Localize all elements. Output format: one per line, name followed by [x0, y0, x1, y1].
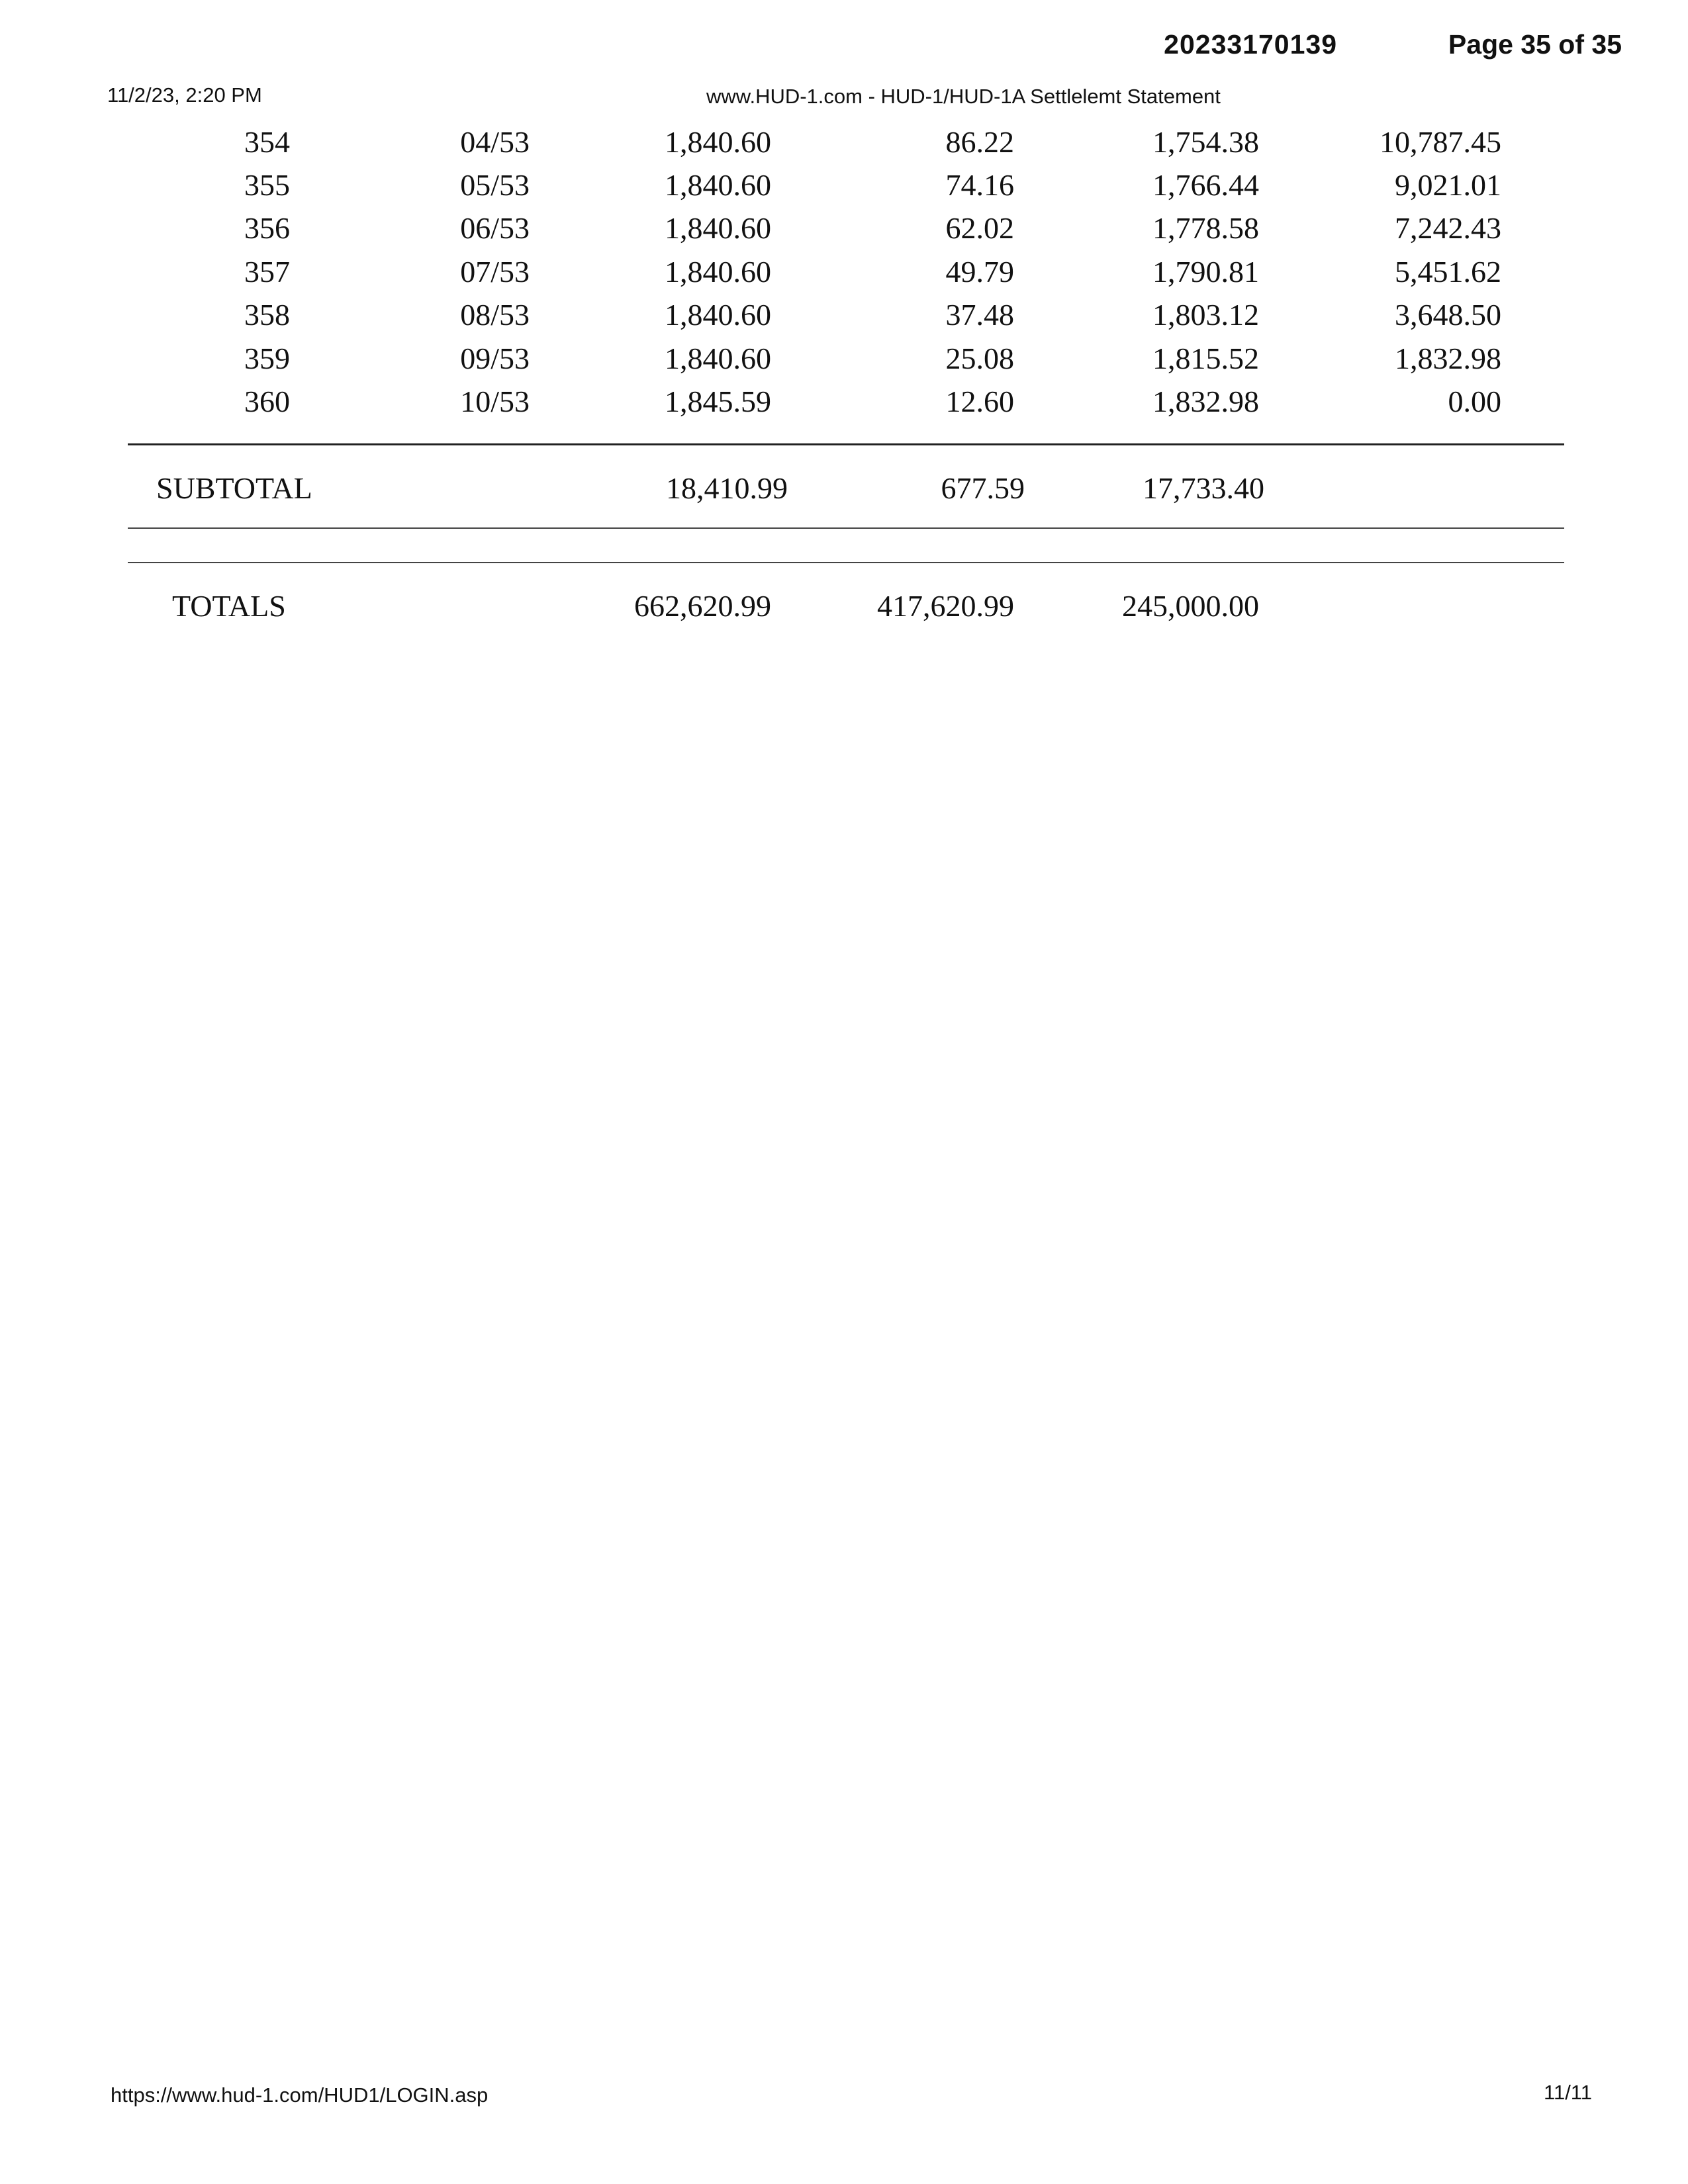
balance-amount: 10,787.45 [1380, 125, 1501, 159]
print-datetime: 11/2/23, 2:20 PM [107, 83, 262, 107]
balance-amount: 9,021.01 [1395, 168, 1501, 202]
subtotal-principal: 17,733.40 [1143, 471, 1264, 505]
balance-amount: 0.00 [1448, 385, 1501, 418]
interest-amount: 62.02 [945, 211, 1014, 245]
interest-amount: 12.60 [945, 385, 1014, 418]
payment-amount: 1,840.60 [665, 341, 771, 375]
principal-amount: 1,778.58 [1152, 211, 1259, 245]
interest-amount: 37.48 [945, 298, 1014, 332]
interest-amount: 74.16 [945, 168, 1014, 202]
totals-label: TOTALS [172, 589, 286, 623]
principal-amount: 1,754.38 [1152, 125, 1259, 159]
payment-date: 08/53 [460, 298, 530, 332]
balance-amount: 1,832.98 [1395, 341, 1501, 375]
subtotal-interest: 677.59 [941, 471, 1025, 505]
payment-number: 355 [244, 168, 290, 202]
interest-amount: 86.22 [945, 125, 1014, 159]
payment-date: 09/53 [460, 341, 530, 375]
principal-amount: 1,766.44 [1152, 168, 1259, 202]
divider [128, 527, 1564, 529]
subtotal-payment: 18,410.99 [666, 471, 788, 505]
payment-number: 354 [244, 125, 290, 159]
totals-interest: 417,620.99 [877, 589, 1014, 623]
payment-amount: 1,840.60 [665, 298, 771, 332]
subtotal-label: SUBTOTAL [156, 471, 312, 505]
payment-amount: 1,840.60 [665, 168, 771, 202]
divider [128, 443, 1564, 445]
totals-principal: 245,000.00 [1122, 589, 1259, 623]
payment-amount: 1,840.60 [665, 125, 771, 159]
payment-date: 07/53 [460, 255, 530, 289]
payment-number: 358 [244, 298, 290, 332]
balance-amount: 7,242.43 [1395, 211, 1501, 245]
payment-number: 359 [244, 341, 290, 375]
payment-amount: 1,840.60 [665, 211, 771, 245]
payment-amount: 1,845.59 [665, 385, 771, 418]
payment-date: 04/53 [460, 125, 530, 159]
document-id: 20233170139 [1164, 29, 1337, 60]
payment-date: 10/53 [460, 385, 530, 418]
interest-amount: 25.08 [945, 341, 1014, 375]
payment-number: 357 [244, 255, 290, 289]
principal-amount: 1,790.81 [1152, 255, 1259, 289]
footer-page-number: 11/11 [1544, 2081, 1592, 2104]
principal-amount: 1,803.12 [1152, 298, 1259, 332]
payment-number: 360 [244, 385, 290, 418]
footer-url: https://www.hud-1.com/HUD1/LOGIN.asp [111, 2083, 489, 2107]
payment-number: 356 [244, 211, 290, 245]
divider [128, 562, 1564, 563]
payment-date: 05/53 [460, 168, 530, 202]
balance-amount: 5,451.62 [1395, 255, 1501, 289]
principal-amount: 1,832.98 [1152, 385, 1259, 418]
balance-amount: 3,648.50 [1395, 298, 1501, 332]
principal-amount: 1,815.52 [1152, 341, 1259, 375]
interest-amount: 49.79 [945, 255, 1014, 289]
totals-payment: 662,620.99 [634, 589, 771, 623]
payment-date: 06/53 [460, 211, 530, 245]
page-counter: Page 35 of 35 [1448, 29, 1622, 60]
print-title: www.HUD-1.com - HUD-1/HUD-1A Settlelemt Statement [706, 85, 1221, 108]
payment-amount: 1,840.60 [665, 255, 771, 289]
